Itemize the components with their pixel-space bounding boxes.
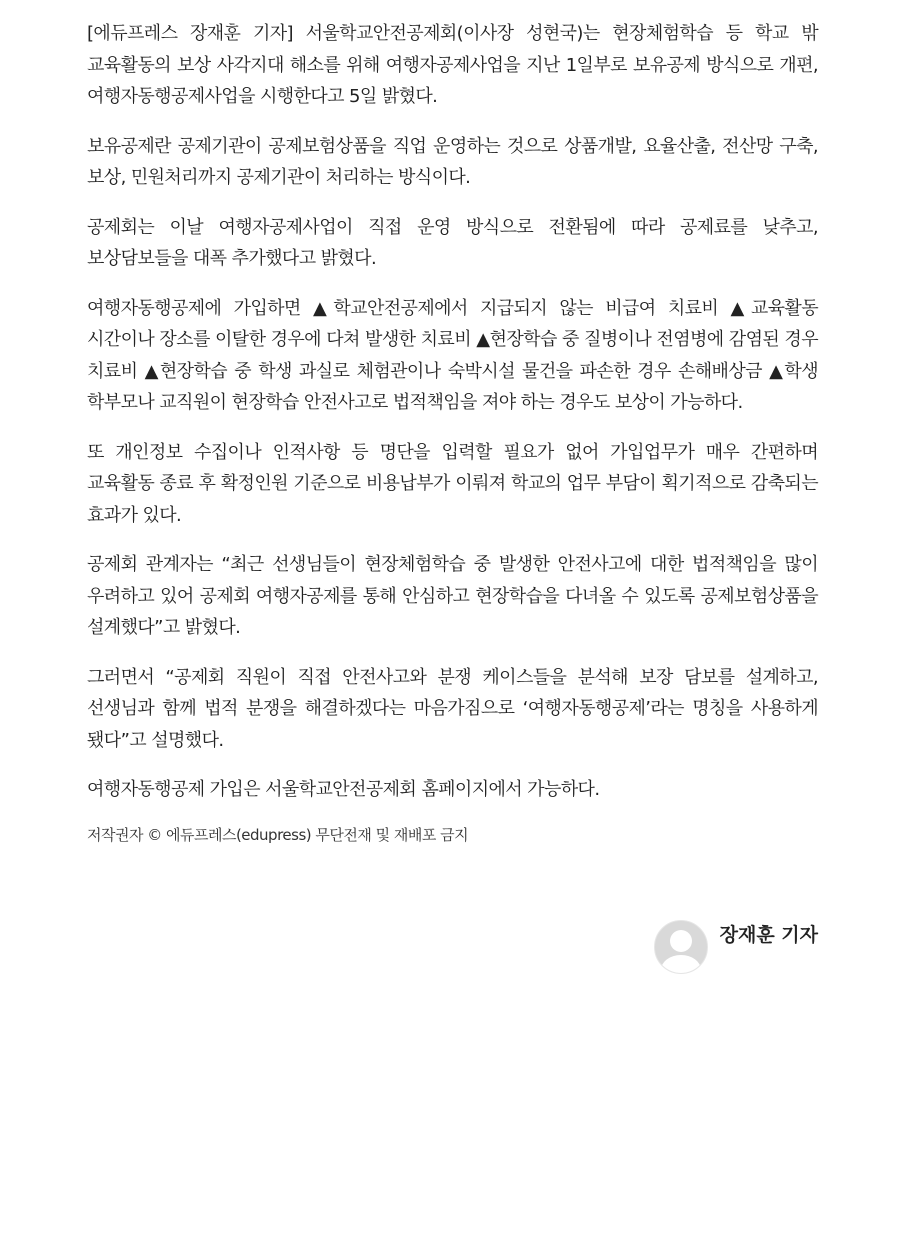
article-paragraph-6: 공제회 관계자는 “최근 선생님들이 현장체험학습 중 발생한 안전사고에 대한 법적책임을 많이 우려하고 있어 공제회 여행자공제를 통해 안심하고 현장학습을 다녀올 수 있도록 공제보험상품을 설계했다”고 밝혔다. [87,554,818,638]
copyright-notice: 저작권자 © 에듀프레스(edupress) 무단전재 및 재배포 금지 [87,825,469,844]
article-paragraph-2: 보유공제란 공제기관이 공제보험상품을 직업 운영하는 것으로 상품개발, 요율산출, 전산망 구축, 보상, 민원처리까지 공제기관이 처리하는 방식이다. [87,135,818,188]
reporter-name[interactable]: 장재훈 기자 [719,924,818,946]
user-avatar-placeholder-icon[interactable] [654,920,708,974]
article-paragraph-1: [에듀프레스 장재훈 기자] 서울학교안전공제회(이사장 성현국)는 현장체험학습 등 학교 밖 교육활동의 보상 사각지대 해소를 위해 여행자공제사업을 지난 1일부로 보유공제 방식으로 개편, 여행자동행공제사업을 시행한다고 5일 밝혔다. [87,23,818,107]
article-paragraph-4: 여행자동행공제에 가입하면 ▲학교안전공제에서 지급되지 않는 비급여 치료비 ▲교육활동 시간이나 장소를 이탈한 경우에 다쳐 발생한 치료비 ▲현장학습 중 질병이나 전염병에 감염된 경우 치료비 ▲현장학습 중 학생 과실로 체험관이나 숙박시설 물건을 파손한 경우 손해배상금 ▲학생 학부모나 교직원이 현장학습 안전사고로 법적책임을 져야 하는 경우도 보상이 가능하다. [87,297,818,413]
article-body [87,18,818,846]
reporter-byline[interactable] [654,920,818,974]
article-paragraph-3: 공제회는 이날 여행자공제사업이 직접 운영 방식으로 전환됨에 따라 공제료를 낮추고, 보상담보들을 대폭 추가했다고 밝혔다. [87,216,818,269]
avatar-head-shape [670,930,692,952]
article-paragraph-8: 여행자동행공제 가입은 서울학교안전공제회 홈페이지에서 가능하다. [87,779,600,800]
article-paragraph-7: 그러면서 “공제회 직원이 직접 안전사고와 분쟁 케이스들을 분석해 보장 담보를 설계하고, 선생님과 함께 법적 분쟁을 해결하겠다는 마음가짐으로 ‘여행자동행공제’라는 명칭을 사용하게 됐다”고 설명했다. [87,666,818,751]
article-paragraph-5: 또 개인정보 수집이나 인적사항 등 명단을 입력할 필요가 없어 가입업무가 매우 간편하며 교육활동 종료 후 확정인원 기준으로 비용납부가 이뤄져 학교의 업무 부담이 획기적으로 감축되는 효과가 있다. [87,441,818,526]
avatar-body-shape [661,955,701,974]
